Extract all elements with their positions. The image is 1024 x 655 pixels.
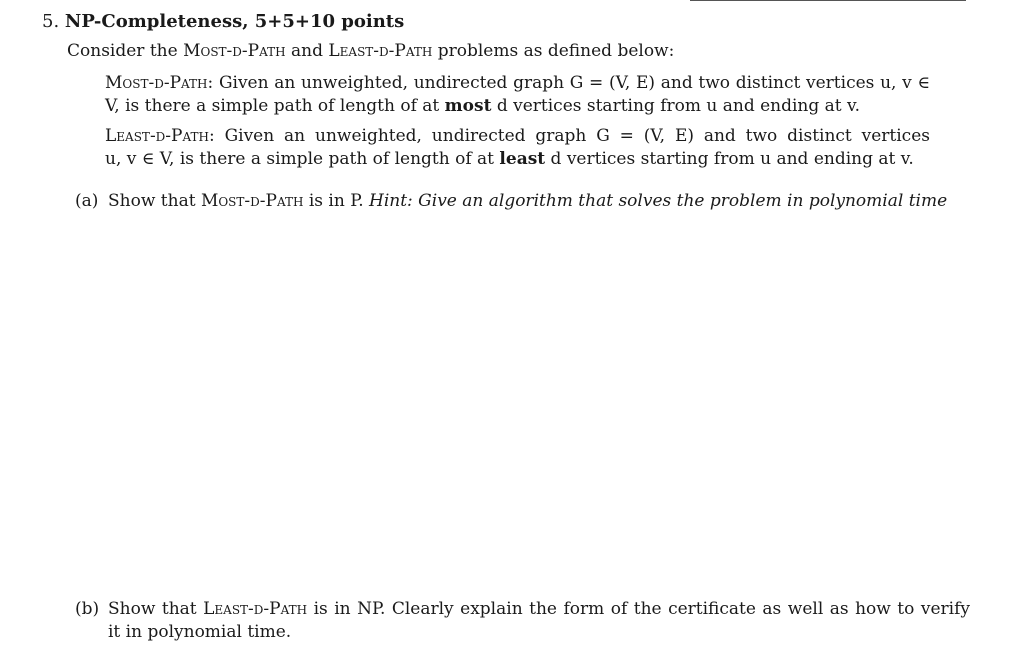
part-b xyxy=(75,598,970,644)
definition-name: Most-d-Path: xyxy=(105,73,214,93)
part-a-text: is in P. xyxy=(303,191,369,211)
definition-text: u, v ∈ V, is there a simple path of length of at xyxy=(105,149,500,169)
part-b-text: Show that xyxy=(108,599,204,619)
definition-most-d-path xyxy=(105,72,930,118)
part-b-text: is in NP. Clearly explain the form of the certificate as well as how to verify xyxy=(307,599,970,619)
question-title: NP-Completeness, 5+5+10 points xyxy=(64,11,405,32)
question-number: 5. xyxy=(42,11,60,32)
definition-least-d-path xyxy=(105,125,930,171)
part-a-hint: Hint: Give an algorithm that solves the problem in polynomial time xyxy=(369,191,948,211)
definition-text: V, is there a simple path of length of at xyxy=(105,96,445,116)
intro-sentence xyxy=(67,40,674,62)
definition-line xyxy=(105,125,930,148)
part-a xyxy=(75,190,947,213)
intro-middle: and xyxy=(285,41,329,61)
definition-line xyxy=(105,148,930,171)
definition-keyword: least xyxy=(499,149,546,169)
definition-text: Given an unweighted, undirected graph G = (V, E) and two distinct vertices u, v ∈ xyxy=(218,73,930,93)
definition-text: Given an unweighted, undirected graph G = (V, E) and two distinct vertices xyxy=(224,126,930,146)
question-heading xyxy=(42,11,404,33)
part-a-text: Show that xyxy=(108,191,201,211)
intro-suffix: problems as defined below: xyxy=(432,41,675,61)
definition-line xyxy=(105,72,930,95)
definition-keyword: most xyxy=(444,96,492,116)
definition-name: Least-d-Path: xyxy=(105,126,215,146)
intro-problem-least: Least-d-Path xyxy=(328,41,433,61)
intro-problem-most: Most-d-Path xyxy=(183,41,286,61)
definition-text: d vertices starting from u and ending at v. xyxy=(491,96,861,116)
part-a-label: (a) xyxy=(75,191,99,211)
header-rule xyxy=(690,0,966,1)
part-b-line xyxy=(75,598,970,621)
part-b-problem: Least-d-Path xyxy=(203,599,308,619)
part-b-line: it in polynomial time. xyxy=(108,622,292,642)
definition-text: d vertices starting from u and ending at v. xyxy=(545,149,914,169)
definition-line xyxy=(105,95,930,118)
part-b-label: (b) xyxy=(75,599,100,619)
intro-prefix: Consider the xyxy=(67,41,184,61)
part-a-problem: Most-d-Path xyxy=(200,191,304,211)
